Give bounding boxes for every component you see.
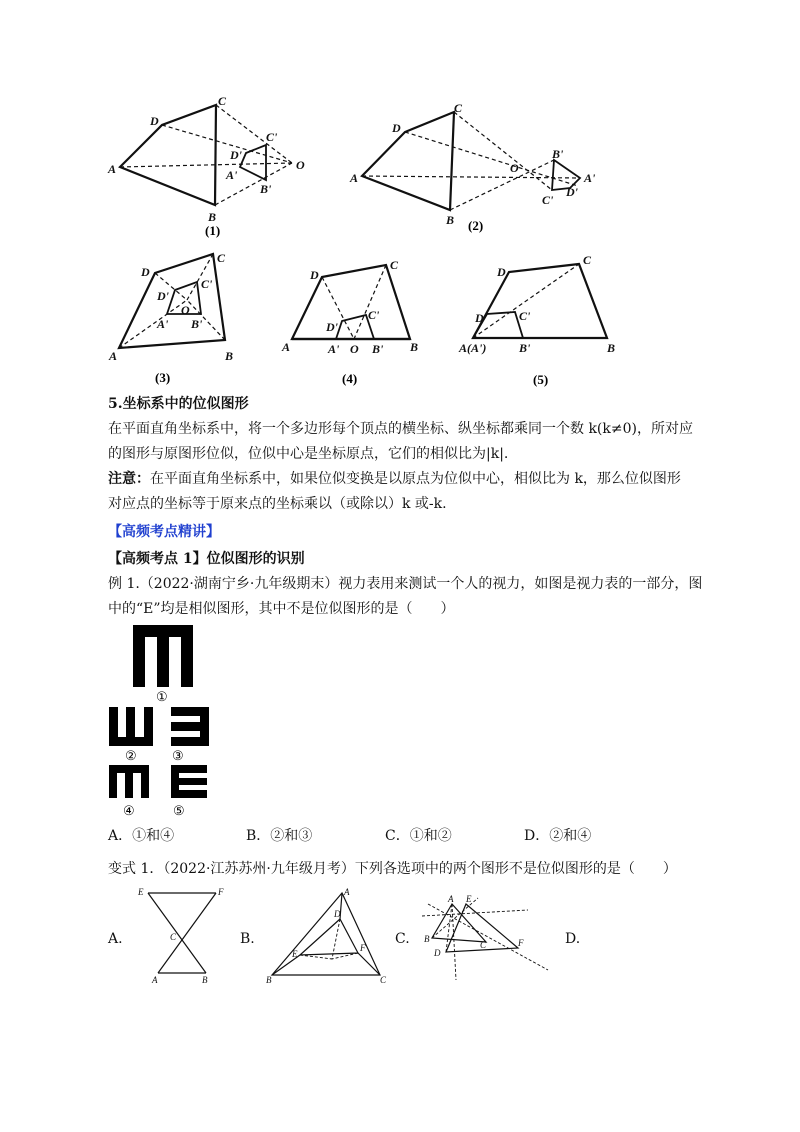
figure-4-caption: (4) (342, 371, 358, 386)
svg-text:B: B (410, 340, 419, 354)
variant-option-b: B. (240, 931, 255, 947)
svg-text:D: D (497, 265, 506, 279)
svg-text:D': D' (566, 185, 578, 199)
svg-text:B: B (424, 934, 430, 944)
section-5-line-1: 在平面直角坐标系中，将一个多边形每个顶点的横坐标、纵坐标都乘同一个数 k(k≠0)，所对应 (108, 421, 693, 437)
svg-text:O: O (296, 158, 305, 172)
svg-text:C': C' (201, 277, 213, 291)
svg-text:A: A (448, 894, 454, 904)
gaopin-point-1: 【高频考点 1】位似图形的识别 (108, 551, 305, 567)
svg-text:A: A (344, 887, 350, 897)
variant-option-a: A. (108, 931, 123, 947)
svg-text:O: O (510, 161, 519, 175)
eye-chart-e3 (171, 707, 209, 746)
svg-text:A': A' (157, 317, 169, 331)
svg-text:C': C' (542, 193, 554, 207)
svg-text:F: F (360, 943, 366, 953)
eye-chart-e5 (171, 765, 207, 798)
svg-text:F: F (518, 938, 524, 948)
variant-figure-c (418, 890, 558, 985)
svg-text:B': B' (191, 317, 203, 331)
svg-text:B: B (266, 975, 272, 985)
svg-text:B': B' (260, 182, 272, 196)
svg-text:A: A (282, 340, 291, 354)
eye-chart-e4 (109, 765, 149, 798)
svg-text:C: C (217, 251, 226, 265)
variant-figure-a (128, 885, 233, 990)
svg-text:F: F (218, 887, 224, 897)
figure-2 (340, 100, 610, 235)
svg-text:B: B (225, 349, 234, 363)
svg-text:E: E (292, 949, 298, 959)
svg-text:E: E (466, 894, 472, 904)
svg-text:D: D (334, 909, 341, 919)
svg-text:B: B (607, 341, 616, 355)
svg-text:O: O (350, 342, 359, 356)
variant-option-c: C. (395, 931, 410, 947)
svg-text:A: A (350, 171, 359, 185)
svg-text:A': A' (584, 171, 596, 185)
svg-text:A: A (109, 349, 118, 363)
gaopin-heading: 【高频考点精讲】 (108, 524, 220, 540)
option-d: D．②和④ (524, 828, 592, 844)
figure-1 (100, 95, 330, 240)
svg-text:B': B' (372, 342, 384, 356)
svg-text:B: B (208, 210, 217, 224)
svg-text:C: C (454, 101, 463, 115)
svg-text:C': C' (266, 130, 278, 144)
svg-text:B': B' (552, 147, 564, 161)
svg-text:C: C (380, 975, 387, 985)
eye-chart-e1 (133, 625, 193, 687)
svg-text:D: D (150, 114, 159, 128)
section-5-note (108, 468, 681, 490)
svg-text:A(A'): A(A') (459, 341, 487, 355)
figure-5 (455, 250, 625, 390)
svg-text:A: A (108, 162, 117, 176)
svg-text:D: D (310, 268, 319, 282)
mark-3: ③ (172, 748, 184, 763)
svg-text:C: C (583, 253, 592, 267)
svg-text:C': C' (519, 309, 531, 323)
svg-text:D: D (141, 265, 150, 279)
svg-text:B': B' (519, 341, 531, 355)
mark-2: ② (125, 748, 137, 763)
variant-figure-b (262, 885, 392, 990)
svg-text:C: C (480, 940, 487, 950)
figure-4 (280, 255, 430, 390)
example-1-line-1: 例 1.（2022·湖南宁乡·九年级期末）视力表用来测试一个人的视力，如图是视力表的一部分，图 (108, 576, 703, 592)
figure-2-caption: (2) (468, 218, 484, 233)
svg-text:B: B (446, 213, 455, 227)
svg-text:D': D' (230, 148, 242, 162)
svg-text:E: E (138, 887, 144, 897)
svg-text:C: C (390, 258, 399, 272)
variant-1-text: 变式 1．（2022·江苏苏州·九年级月考）下列各选项中的两个图形不是位似图形的是（ ） (108, 861, 677, 877)
svg-text:A': A' (328, 342, 340, 356)
svg-text:D': D' (326, 320, 338, 334)
note-label: 注意： (108, 471, 150, 487)
svg-text:C: C (218, 95, 227, 108)
svg-text:O: O (181, 303, 190, 317)
svg-text:A: A (152, 975, 158, 985)
example-1-line-2: 中的“E”均是相似图形，其中不是位似图形的是（ ） (108, 601, 455, 617)
section-5-note-line-2: 对应点的坐标等于原来点的坐标乘以（或除以）k 或-k. (108, 496, 447, 512)
figure-5-caption: (5) (533, 372, 549, 387)
note-line-1: 在平面直角坐标系中，如果位似变换是以原点为位似中心，相似比为 k，那么位似图形 (150, 471, 681, 487)
figure-3-caption: (3) (155, 370, 171, 385)
eye-chart-e2 (109, 707, 153, 746)
eye-chart (105, 625, 225, 820)
svg-text:D: D (392, 121, 401, 135)
figure-3 (105, 248, 255, 388)
section-5-heading: 5.坐标系中的位似图形 (108, 396, 249, 412)
svg-text:D: D (434, 948, 441, 958)
option-a: A．①和④ (108, 828, 175, 844)
option-b: B．②和③ (246, 828, 313, 844)
svg-text:D': D' (475, 311, 487, 325)
svg-text:D': D' (157, 289, 169, 303)
svg-text:C: C (170, 932, 177, 942)
section-5-line-2: 的图形与原图形位似，位似中心是坐标原点，它们的相似比为|k|. (108, 446, 509, 462)
mark-4: ④ (123, 803, 135, 818)
figure-1-caption: (1) (205, 223, 221, 238)
mark-1: ① (156, 689, 168, 704)
svg-text:B: B (202, 975, 208, 985)
variant-option-d: D. (565, 931, 581, 947)
option-c: C．①和② (385, 828, 452, 844)
svg-text:A': A' (226, 168, 238, 182)
svg-text:C': C' (368, 308, 380, 322)
mark-5: ⑤ (173, 803, 185, 818)
